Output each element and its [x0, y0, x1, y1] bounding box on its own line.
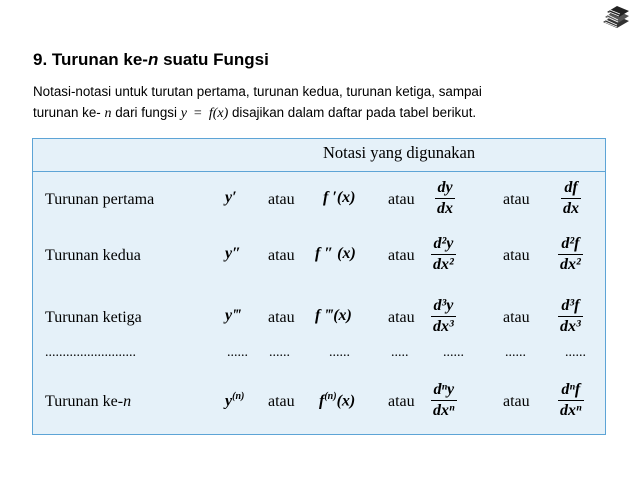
- dots-atau-3: ......: [505, 345, 526, 360]
- atau-2-1: atau: [268, 247, 295, 264]
- notation-f-nth: $f^{(n)}(x)$: [319, 391, 356, 410]
- notation-table: [32, 138, 606, 435]
- row-label-second: Turunan kedua: [45, 247, 141, 264]
- atau-3-3: atau: [503, 309, 530, 326]
- intro-line-1: Notasi-notasi untuk turutan pertama, turunan kedua, turunan ketiga, sampai: [33, 84, 482, 99]
- page-title: 9. Turunan ke-n suatu Fungsi: [33, 50, 269, 69]
- notation-y-nth: $y^{(n)}$: [225, 391, 245, 410]
- frac-d3f: d³f dx³: [560, 297, 581, 335]
- dots-atau-1: ......: [269, 345, 290, 360]
- atau-3-2: atau: [388, 309, 415, 326]
- atau-4-1: atau: [268, 393, 295, 410]
- row-label-first: Turunan pertama: [45, 191, 155, 208]
- atau-1-3: atau: [503, 191, 530, 208]
- dots-frac1: ......: [443, 345, 464, 360]
- notation-y-third: y‴: [225, 307, 241, 324]
- atau-2-3: atau: [503, 247, 530, 264]
- frac-dnf: dⁿf dxⁿ: [560, 381, 582, 419]
- intro-paragraph: [33, 81, 593, 124]
- notation-y-second: y″: [225, 245, 241, 262]
- atau-3-1: atau: [268, 309, 295, 326]
- notation-y-first: y′: [225, 189, 237, 206]
- atau-1-1: atau: [268, 191, 295, 208]
- atau-2-2: atau: [388, 247, 415, 264]
- dots-frac2: ......: [565, 345, 586, 360]
- row-label-third: Turunan ketiga: [45, 309, 142, 326]
- frac-d2y: d²y dx²: [433, 235, 454, 273]
- book-stack-icon: [601, 4, 631, 30]
- frac-d2f: d²f dx²: [560, 235, 581, 273]
- frac-dny: dⁿy dxⁿ: [433, 381, 455, 419]
- frac-df-first: df dx: [563, 179, 579, 217]
- row-label-nth: Turunan ke-n: [45, 393, 132, 410]
- frac-d3y: d³y dx³: [433, 297, 454, 335]
- atau-1-2: atau: [388, 191, 415, 208]
- atau-4-3: atau: [503, 393, 530, 410]
- table-header: Notasi yang digunakan: [323, 143, 476, 162]
- intro-line-2: turunan ke- n dari fungsi y = f(x) disajikan dalam daftar pada tabel berikut.: [33, 105, 477, 121]
- dots-f: ......: [329, 345, 350, 360]
- dots-atau-2: .....: [391, 345, 409, 360]
- notation-f-first: f ′(x): [323, 189, 356, 206]
- frac-dy-first: dy dx: [437, 179, 453, 217]
- atau-4-2: atau: [388, 393, 415, 410]
- notation-f-third: f ‴(x): [315, 307, 352, 324]
- dots-y: ......: [227, 345, 248, 360]
- notation-f-second: f ″ (x): [315, 245, 356, 262]
- dots-label: ..........................: [45, 345, 136, 360]
